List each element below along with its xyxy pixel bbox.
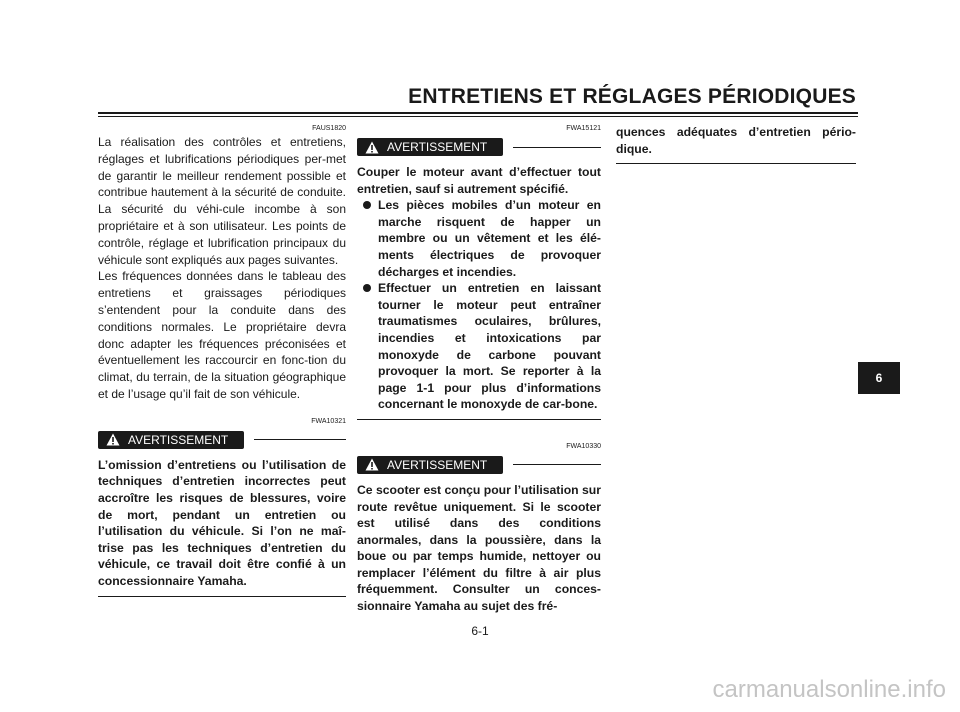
warning-badge: [98, 431, 244, 449]
header-rule: [98, 112, 858, 114]
warning-end-rule: [357, 419, 601, 420]
warning-triangle-icon: [365, 141, 379, 154]
warning-label: AVERTISSEMENT: [387, 457, 488, 472]
header-rule-thin: [98, 116, 858, 117]
warning-text: L’omission d’entretiens ou l’utilisation de techniques d’entretien incorrectes peut accroître les risques de blessures, voire de mort, pendant un entretien ou l’utilisation du véhicule. Si l’on ne maî-trise pas les techniques d’entretien du véhicule, ce travail doit être confié à un concessionnaire Yamaha.: [98, 457, 346, 588]
warning-header: [357, 138, 601, 156]
warning-label: AVERTISSEMENT: [387, 140, 488, 154]
warning-text-continued: quences adéquates d’entretien pério-dique.: [616, 125, 856, 156]
column-1: [98, 124, 346, 597]
warning-triangle-icon: [365, 458, 379, 471]
warning-bullet-list: [357, 197, 601, 413]
warning-code: FWA10330: [566, 442, 601, 450]
intro-paragraph-1: La réalisation des contrôles et entretiens, réglages et lubrifications périodiques per-met de garantir le meilleur rendement possible et contribue hautement à la sécurité de conduite. La sécurité du véhi-cule incombe à son propriétaire et à son utilisateur. Les points de contrôle, réglage et lubrification principaux du véhicule sont expliqués aux pages suivantes.: [98, 135, 346, 267]
warning-code: FWA10321: [311, 417, 346, 425]
warning-intro: Couper le moteur avant d’effectuer tout entretien, sauf si autrement spécifié.: [357, 165, 601, 196]
page-title: ENTRETIENS ET RÉGLAGES PÉRIODIQUES: [408, 85, 856, 108]
warning-badge: [357, 138, 503, 156]
list-item: [357, 280, 601, 413]
list-item-text: Effectuer un entretien en laissant tourner le moteur peut entraîner traumatismes oculaires, brûlures, incendies et intoxications par monoxyde de carbone pouvant provoquer la mort. Se reporter à la page 1-1 pour plus d’informations concernant le monoxyde de car-bone.: [378, 281, 601, 412]
page-number: 6-1: [471, 624, 489, 638]
warning-label: AVERTISSEMENT: [128, 432, 229, 447]
warning-end-rule: [616, 163, 856, 164]
intro-text: [98, 134, 346, 403]
section-code: FAUS1820: [312, 125, 346, 132]
warning-end-rule: [98, 596, 346, 597]
warning-header: [357, 456, 601, 474]
warning-code: FWA15121: [566, 125, 601, 132]
chapter-tab: 6: [858, 362, 900, 394]
warning-badge: [357, 456, 503, 474]
bullet-icon: [363, 284, 371, 292]
warning-text: Ce scooter est conçu pour l’utilisation sur route revêtue uniquement. Si le scooter est utilisé dans des conditions anormales, dans la poussière, dans la boue ou par temps humide, nettoyer ou remplacer l’élément du filtre à air plus fréquemment. Consulter un conces-sionnaire Yamaha au sujet des fré-: [357, 482, 601, 614]
watermark: carmanualsonline.info: [712, 676, 946, 703]
column-3: [616, 124, 856, 164]
intro-paragraph-2: Les fréquences données dans le tableau des entretiens et graissages périodiques s’entendent pour la conduite dans des conditions normales. Le propriétaire devra donc adapter les fréquences préconisées et éventuellement les raccourcir en fonc-tion du climat, du terrain, de la situation géographique et de l’usage qu’il fait de son véhicule.: [98, 269, 346, 401]
list-item: [357, 197, 601, 280]
warning-rule: [513, 464, 601, 465]
warning-rule: [254, 439, 346, 440]
warning-triangle-icon: [106, 433, 120, 446]
list-item-text: Les pièces mobiles d’un moteur en marche risquent de happer un membre ou un vêtement et les élé-ments électriques de provoquer décharges et incendies.: [378, 198, 601, 279]
warning-rule: [513, 147, 601, 148]
column-2: [357, 124, 601, 615]
bullet-icon: [363, 201, 371, 209]
warning-header: [98, 431, 346, 449]
